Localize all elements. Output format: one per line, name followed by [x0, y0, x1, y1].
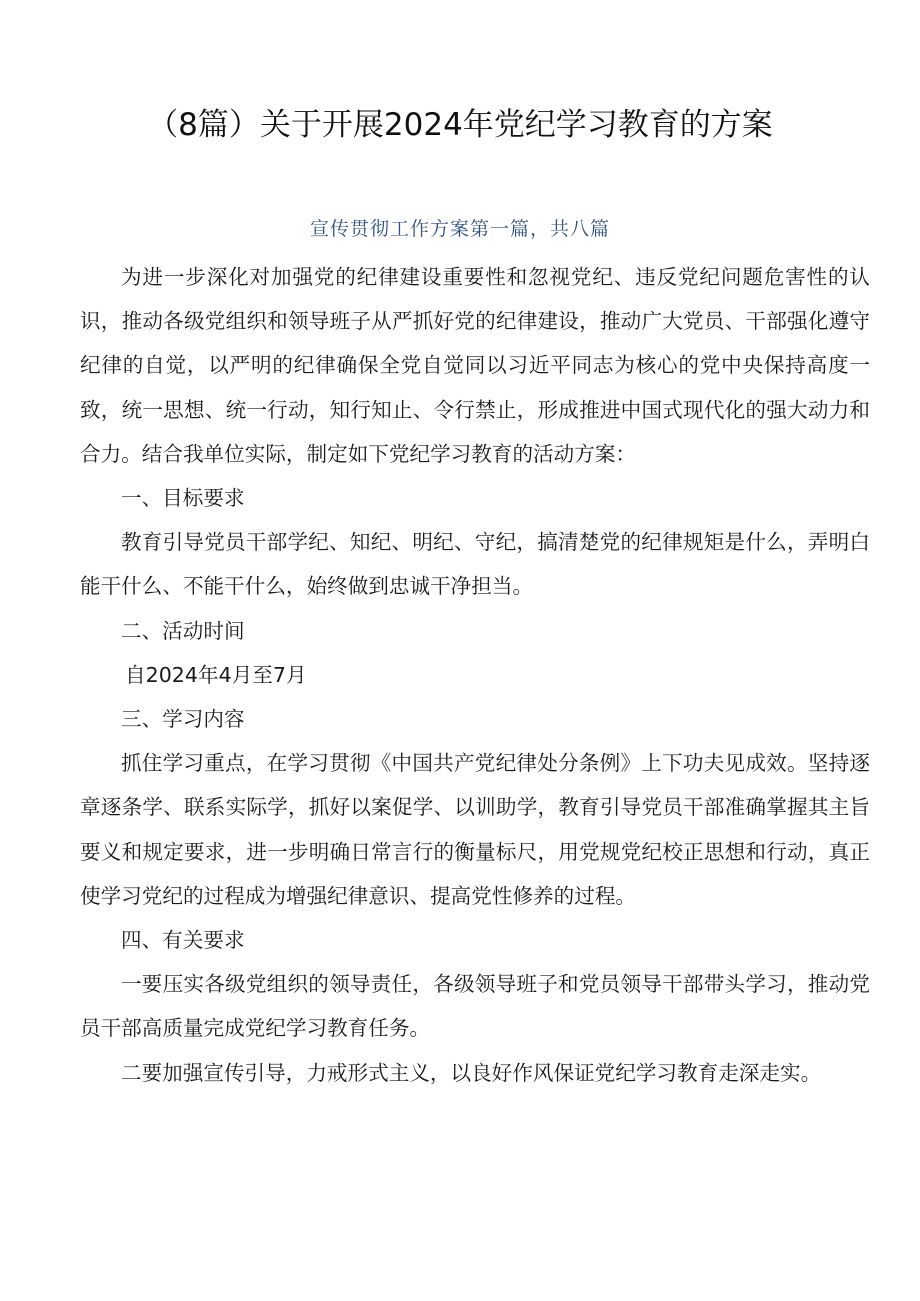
section-heading-time: 二、活动时间 [121, 618, 245, 643]
activity-date: 自2024年4月至7月 [125, 662, 307, 687]
goals-paragraph: 教育引导党员干部学纪、知纪、明纪、守纪，搞清楚党的纪律规矩是什么，弄明白能干什么、不能干什么，始终做到忠诚干净担当。 [80, 530, 870, 599]
intro-paragraph: 为进一步深化对加强党的纪律建设重要性和忽视党纪、违反党纪问题危害性的认识，推动各级党组织和领导班子从严抓好党的纪律建设，推动广大党员、干部强化遵守纪律的自觉，以严明的纪律确保全党自觉同以习近平同志为核心的党中央保持高度一致，统一思想、统一行动，知行知止、令行禁止，形成推进中国式现代化的强大动力和合力。结合我单位实际，制定如下党纪学习教育的活动方案： [80, 265, 870, 466]
section-heading-content: 三、学习内容 [121, 707, 245, 732]
section-heading-requirements: 四、有关要求 [121, 928, 245, 953]
document-title: （8篇）关于开展2024年党纪学习教育的方案 [147, 107, 773, 143]
document-body [80, 255, 870, 1095]
requirement-paragraph-2: 二要加强宣传引导，力戒形式主义，以良好作风保证党纪学习教育走深走实。 [121, 1060, 822, 1085]
document-subtitle: 宣传贯彻工作方案第一篇，共八篇 [309, 218, 610, 240]
section-heading-goals: 一、目标要求 [121, 486, 245, 511]
requirement-paragraph-1: 一要压实各级党组织的领导责任，各级领导班子和党员领导干部带头学习，推动党员干部高质量完成党纪学习教育任务。 [80, 972, 870, 1041]
content-paragraph: 抓住学习重点，在学习贯彻《中国共产党纪律处分条例》上下功夫见成效。坚持逐章逐条学、联系实际学，抓好以案促学、以训助学，教育引导党员干部准确掌握其主旨要义和规定要求，进一步明确日常言行的衡量标尺，用党规党纪校正思想和行动，真正使学习党纪的过程成为增强纪律意识、提高党性修养的过程。 [80, 751, 870, 908]
